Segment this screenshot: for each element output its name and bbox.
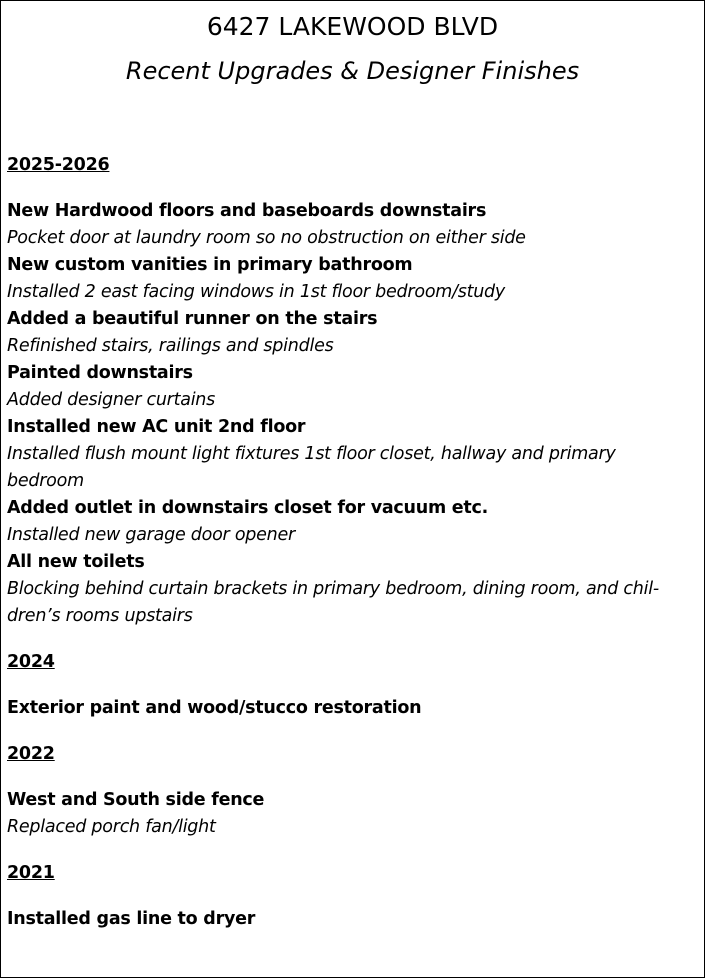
year-heading: 2024 — [7, 652, 55, 672]
document-subtitle: Recent Upgrades & Designer Finishes — [125, 57, 580, 85]
upgrade-item: Installed new garage door opener — [7, 525, 295, 545]
upgrade-item: New Hardwood floors and baseboards downstairs — [7, 201, 487, 221]
upgrade-item: Installed flush mount light fixtures 1st floor closet, hallway and primary — [7, 444, 616, 464]
upgrade-item: New custom vanities in primary bathroom — [7, 255, 413, 275]
upgrade-item-continuation: bedroom — [7, 471, 84, 491]
upgrade-item: Pocket door at laundry room so no obstruction on either side — [7, 228, 526, 248]
upgrade-item: Exterior paint and wood/stucco restoration — [7, 698, 422, 718]
upgrade-item: Painted downstairs — [7, 363, 193, 383]
upgrade-item: Added a beautiful runner on the stairs — [7, 309, 378, 329]
upgrade-item: Replaced porch fan/light — [7, 817, 216, 837]
upgrade-item: West and South side fence — [7, 790, 265, 810]
property-address: 6427 LAKEWOOD BLVD — [206, 12, 499, 41]
upgrade-item: Installed 2 east facing windows in 1st floor bedroom/study — [7, 282, 506, 302]
upgrade-item: Added designer curtains — [7, 390, 216, 410]
upgrade-item-continuation: dren’s rooms upstairs — [7, 606, 193, 626]
upgrade-item: Added outlet in downstairs closet for vacuum etc. — [7, 498, 489, 518]
upgrade-item: Blocking behind curtain brackets in primary bedroom, dining room, and chil- — [7, 579, 659, 599]
upgrade-item: Refinished stairs, railings and spindles — [7, 336, 334, 356]
year-heading: 2021 — [7, 863, 55, 883]
upgrades-list — [7, 152, 698, 933]
upgrade-item: Installed gas line to dryer — [7, 909, 256, 929]
upgrade-item: All new toilets — [7, 552, 145, 572]
upgrade-item: Installed new AC unit 2nd floor — [7, 417, 306, 437]
year-heading: 2022 — [7, 744, 55, 764]
year-heading: 2025-2026 — [7, 155, 110, 175]
